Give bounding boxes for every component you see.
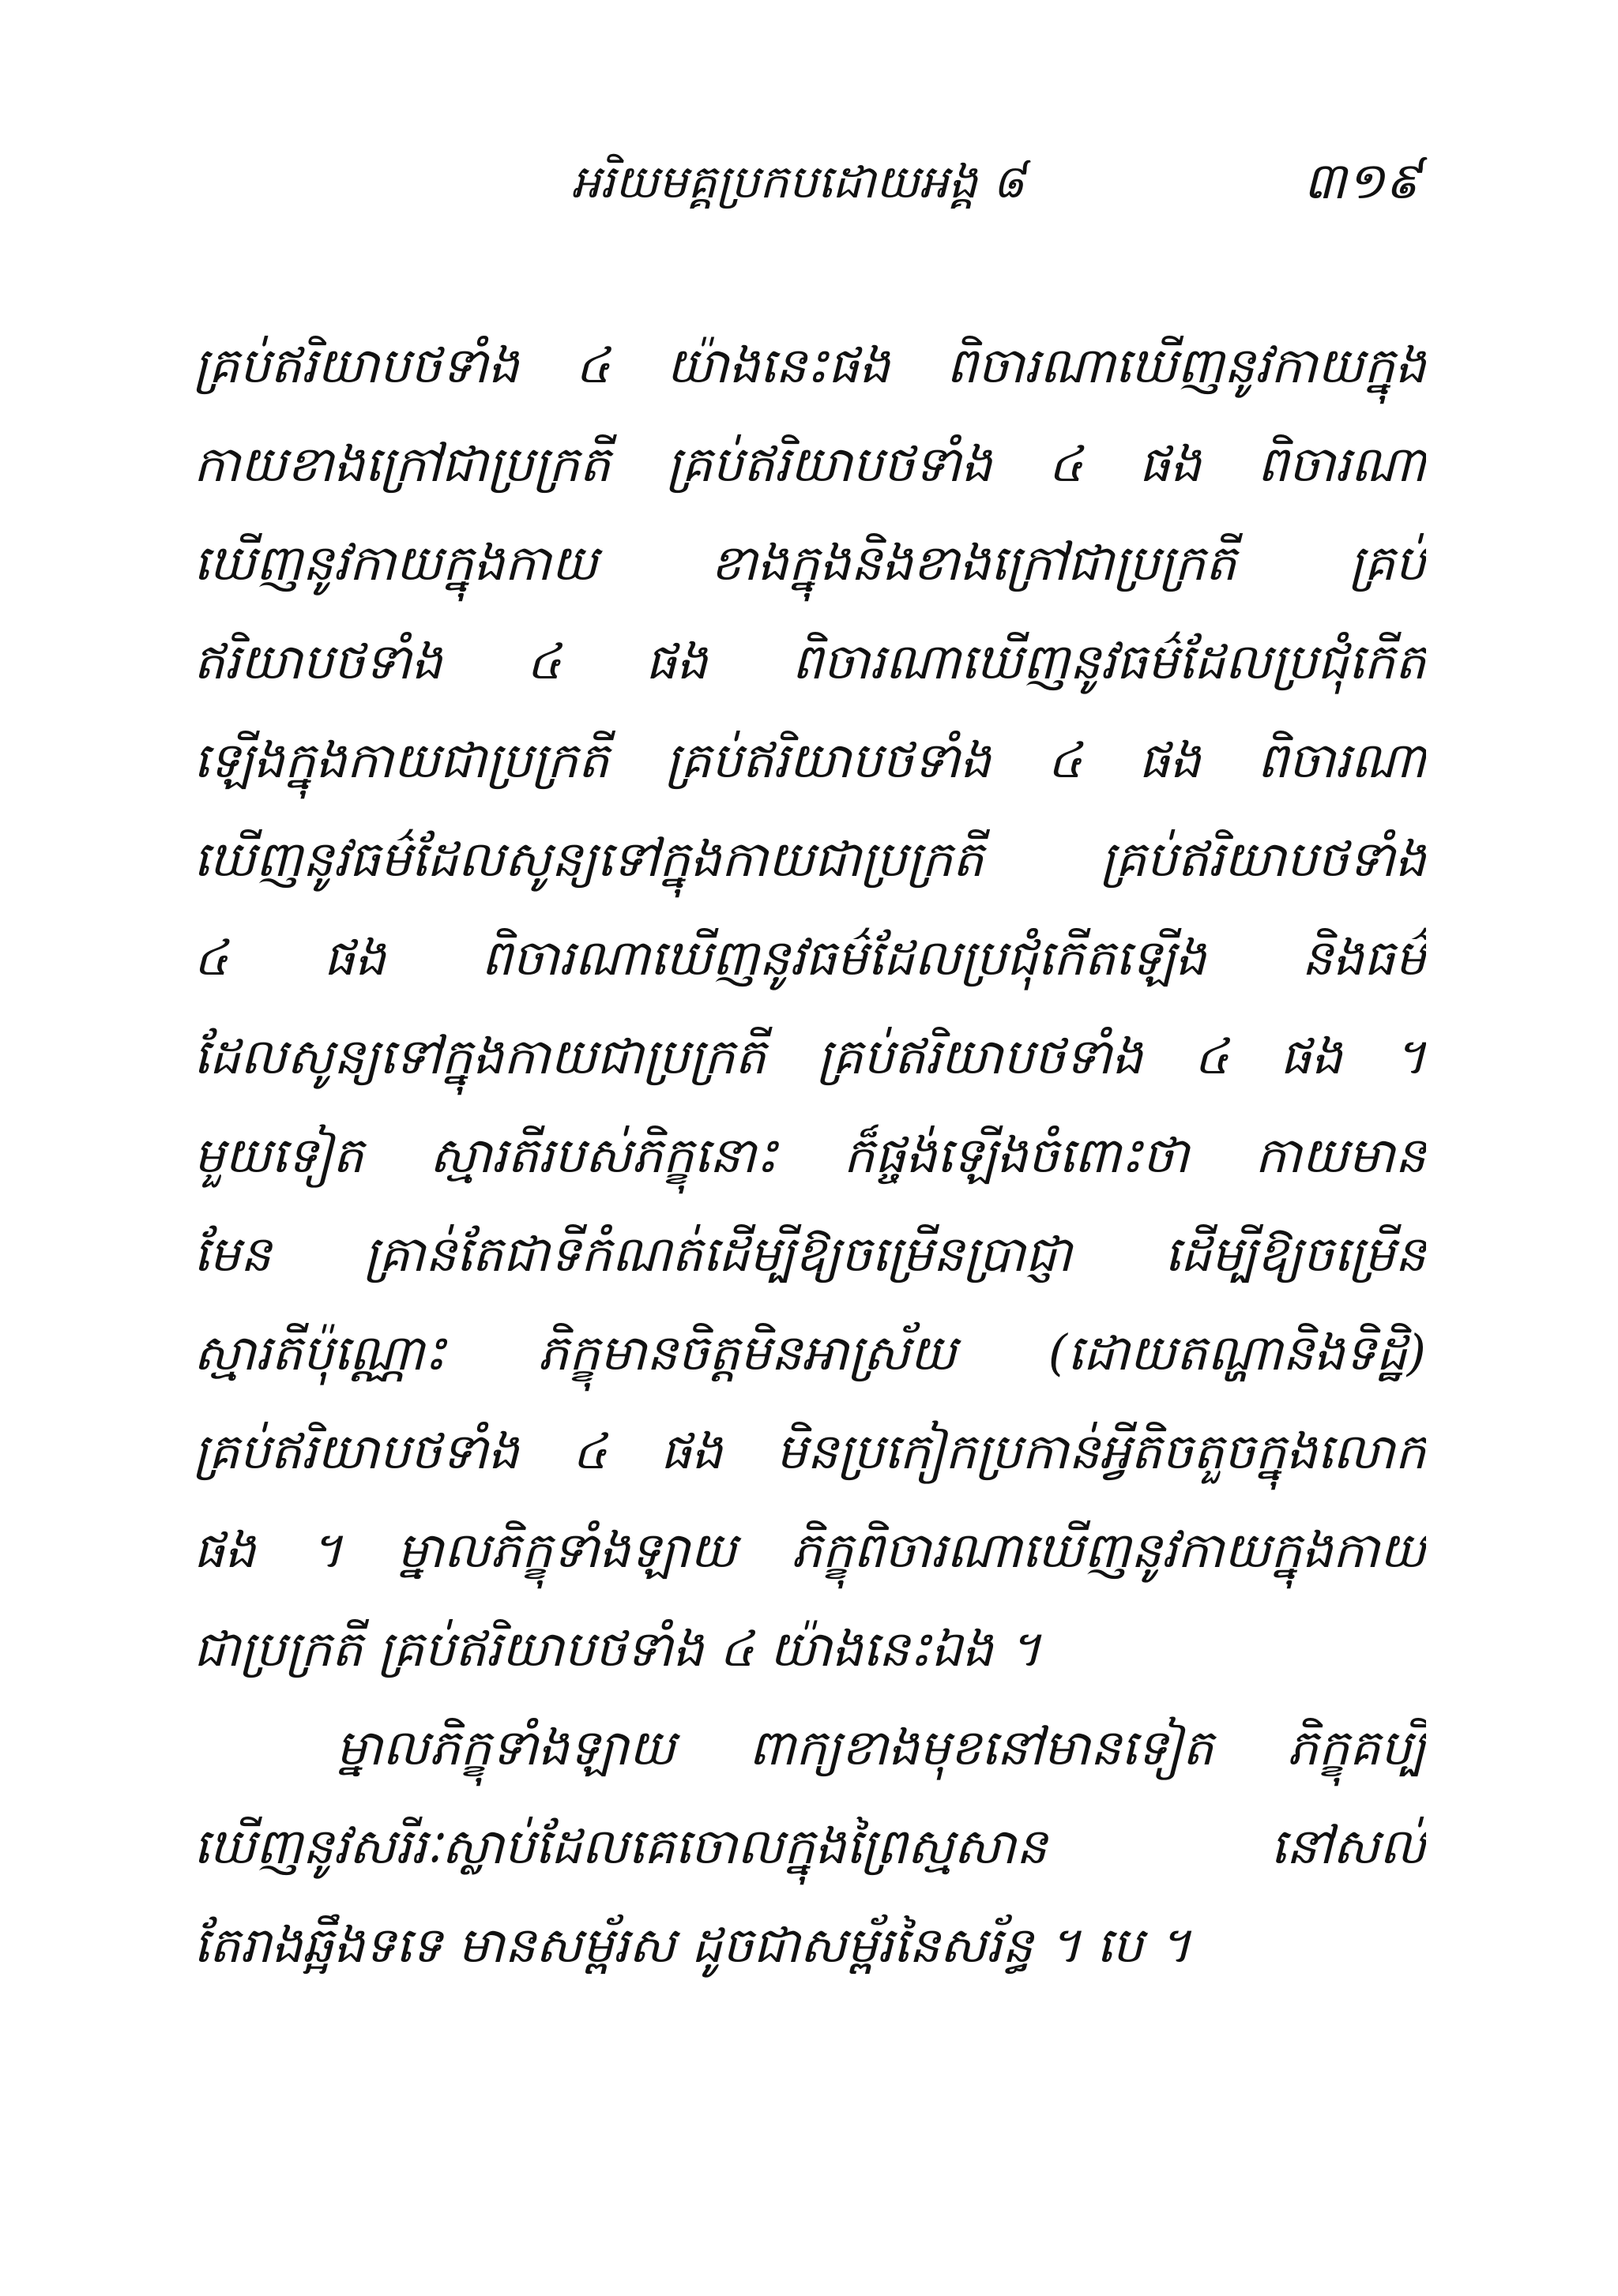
text-line: ឥរិយាបថទាំង ៤ ផង ពិចារណាឃើញនូវធម៌ដែលប្រជុំកើត <box>194 633 1426 690</box>
text-line: ឡើងក្នុងកាយជាប្រក្រតី គ្រប់ឥរិយាបថទាំង ៤ ផង ពិចារណា <box>194 731 1426 789</box>
text-line: ៤ ផង ពិចារណាឃើញនូវធម៌ដែលប្រជុំកើតឡើង និងធម៌ <box>194 929 1426 986</box>
page-number: ៣១៩ <box>1303 152 1420 211</box>
running-header-title: អរិយមគ្គប្រកបដោយអង្គ ៨ <box>571 155 1025 209</box>
text-line: កាយខាងក្រៅជាប្រក្រតី គ្រប់ឥរិយាបថទាំង ៤ ផង ពិចារណា <box>194 435 1426 493</box>
text-line: គ្រប់ឥរិយាបថទាំង ៤ យ៉ាងនេះផង ពិចារណាឃើញនូវកាយក្នុង <box>194 336 1426 394</box>
text-line: តែរាងឆ្អឹងទទេ មានសម្ព័រស ដូចជាសម្ព័រនៃសរ័ន្ធ ។ បេ ។ <box>194 1916 1191 1974</box>
text-line-paragraph-end: ជាប្រក្រតី គ្រប់ឥរិយាបថទាំង ៤ យ៉ាងនេះឯង ។ <box>194 1620 1041 1678</box>
text-line: ស្មារតីប៉ុណ្ណោះ ភិក្ខុមានចិត្តមិនអាស្រ័យ (ដោយតណ្ហានិងទិដ្ឋិ) <box>194 1324 1426 1381</box>
text-line: មែន គ្រាន់តែជាទីកំណត់ដើម្បីឱ្យចម្រើនប្រាជ្ញា ដើម្បីឱ្យចម្រើន <box>194 1225 1426 1283</box>
text-line: គ្រប់ឥរិយាបថទាំង ៤ ផង មិនប្រកៀកប្រកាន់អ្វីតិចតួចក្នុងលោក <box>194 1422 1426 1480</box>
text-line-paragraph-start: ម្នាលភិក្ខុទាំងឡាយ ពាក្យខាងមុខនៅមានទៀត ភិក្ខុគប្បី <box>336 1719 1426 1776</box>
text-line: ដែលសូន្យទៅក្នុងកាយជាប្រក្រតី គ្រប់ឥរិយាបថទាំង ៤ ផង ។ <box>194 1028 1426 1085</box>
text-line: មួយទៀត ស្មារតីរបស់ភិក្ខុនោះ ក៏ផ្ចង់ឡើងចំពោះថា កាយមាន <box>194 1126 1426 1184</box>
text-line: ផង ។ ម្នាលភិក្ខុទាំងឡាយ ភិក្ខុពិចារណាឃើញនូវកាយក្នុងកាយ <box>194 1521 1426 1579</box>
text-line: ឃើញនូវសរីរៈស្លាប់ដែលគេចោលក្នុងព្រៃស្មសាន នៅសល់ <box>194 1817 1426 1875</box>
text-line: ឃើញនូវកាយក្នុងកាយ ខាងក្នុងនិងខាងក្រៅជាប្រក្រតី គ្រប់ <box>194 534 1426 592</box>
body-text <box>194 316 1426 1994</box>
text-line: ឃើញនូវធម៌ដែលសូន្យទៅក្នុងកាយជាប្រក្រតី គ្រប់ឥរិយាបថទាំង <box>194 830 1426 888</box>
